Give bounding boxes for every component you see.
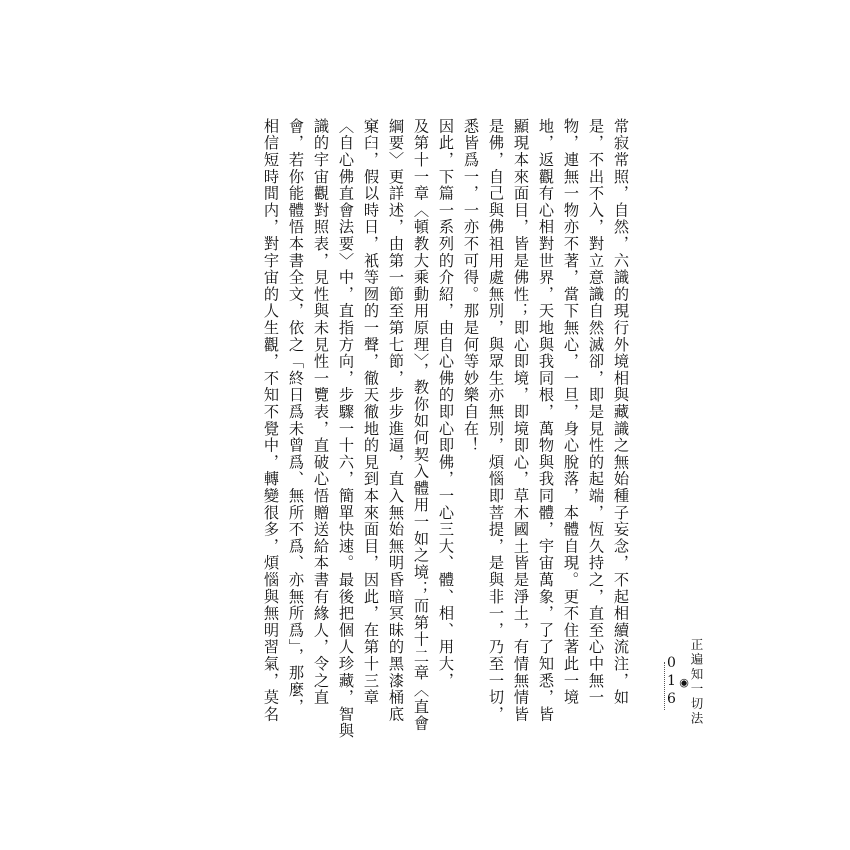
text-column: 悉皆爲一，一亦不可得。那是何等妙樂自在！ <box>462 118 480 454</box>
running-title: 正遍知一切法 <box>689 637 704 727</box>
circle-dot-icon: ◉ <box>677 676 691 689</box>
page-number: 016 <box>663 655 680 709</box>
text-column: 識的宇宙觀對照表，見性與未見性一覽表，直破心悟贈送給本書有緣人，令之直 <box>312 118 330 706</box>
page-folio <box>664 592 703 772</box>
text-column: 是佛，自己與佛祖用處無別，與眾生亦無別，煩惱即菩提，是與非一，乃至一切， <box>487 118 505 723</box>
text-column: 相信短時間内，對宇宙的人生觀，不知不覺中，轉變很多，煩惱與無明習氣，莫名 <box>262 118 280 723</box>
text-column: 及第十一章〈頓教大乘動用原理〉，教你如何契入體用一如之境；而第十二章〈直會 <box>412 118 430 732</box>
text-column: 地，返觀有心相對世界，天地與我同根，萬物與我同體，宇宙萬象，了了知悉，皆 <box>537 118 555 723</box>
text-column: 〈自心佛直會法要〉中，直指方向，步驟一十六，簡單快速。最後把個人珍藏，智與 <box>337 118 355 740</box>
text-column: 綱要〉更詳述，由第一節至第七節，步步進逼，直入無始無明昏暗冥昧的黑漆桶底 <box>387 118 405 723</box>
vertical-text-body <box>253 118 628 768</box>
text-column: 物，連無一物亦不著，當下無心，一旦，身心脫落，本體自現。更不住著此一境 <box>562 118 580 706</box>
text-column: 因此，下篇一系列的介紹，由自心佛的即心即佛，一心三大、體、相、用大， <box>437 118 455 690</box>
text-column: 常寂常照，自然，六識的現行外境相與藏識之無始種子妄念，不起相續流注，如 <box>612 118 630 706</box>
text-column: 窠臼，假以時日，衹等囫的一聲，徹天徹地的見到本來面目，因此，在第十三章 <box>362 118 380 706</box>
text-column: 會，若你能體悟本書全文，依之「終日爲未曾爲、無所不爲、亦無所爲」，那麼， <box>287 118 305 716</box>
text-column: 顯現本來面目，皆是佛性；即心即境，即境即心，草木國土皆是淨土，有情無情皆 <box>512 118 530 723</box>
folio-dotted-rule <box>664 662 665 710</box>
text-column: 是，不出不入，對立意識自然滅卻，即是見性的起端，恆久持之，直至心中無一 <box>587 118 605 706</box>
